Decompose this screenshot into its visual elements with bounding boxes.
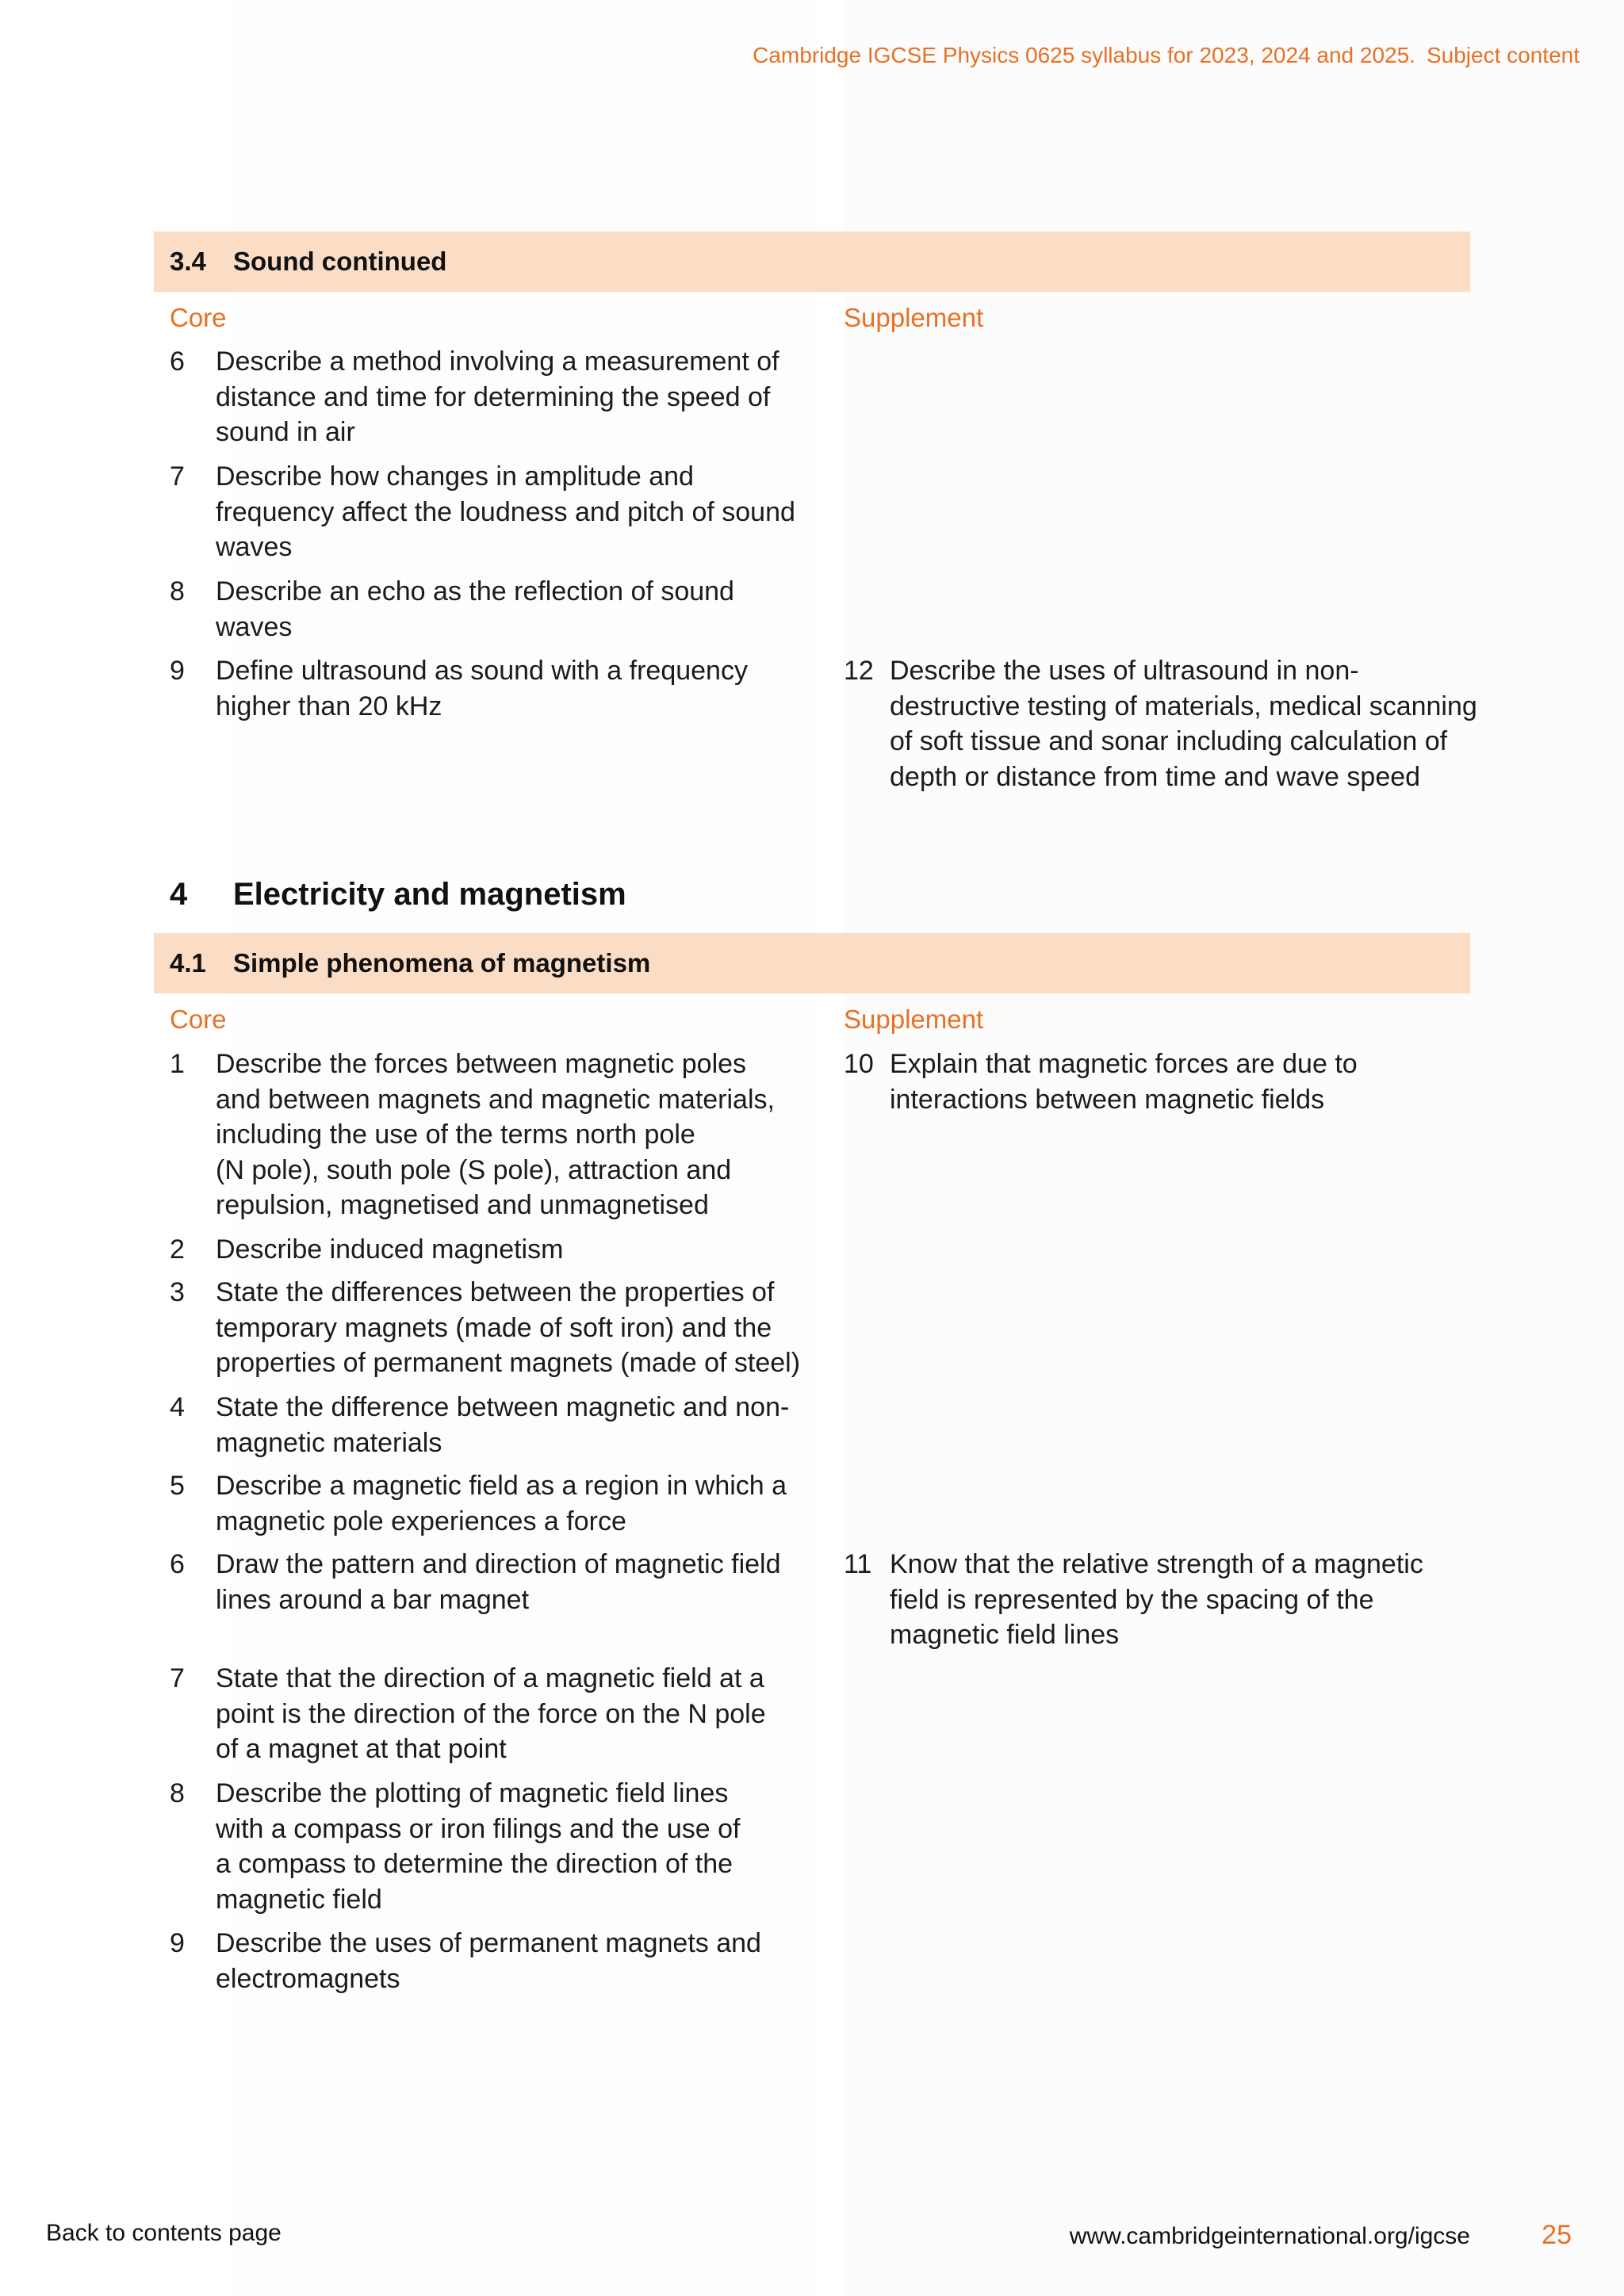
running-section: Subject content [1426, 43, 1580, 67]
objective-line: Describe the forces between magnetic poles [216, 1049, 747, 1079]
objective-line: electromagnets [216, 1963, 400, 1994]
objective-text [216, 1468, 787, 1539]
objective-number: 11 [844, 1549, 872, 1579]
supplement-column-label: Supplement [844, 303, 984, 332]
objective-text [890, 1547, 1423, 1653]
objective-line: magnetic pole experiences a force [216, 1506, 626, 1536]
objective-text [216, 653, 748, 724]
objective-line: repulsion, magnetised and unmagnetised [216, 1190, 709, 1220]
objective-line: Know that the relative strength of a magnetic [890, 1549, 1423, 1579]
objective-number: 9 [170, 1928, 185, 1958]
objective-line: Explain that magnetic forces are due to [890, 1049, 1358, 1079]
objective-text [216, 1661, 766, 1767]
objective-number: 4 [170, 1392, 185, 1422]
objective-text [216, 344, 779, 450]
objective-line: and between magnets and magnetic materials, [216, 1084, 775, 1115]
objective-line: Describe an echo as the reflection of sound [216, 576, 734, 607]
objective-number: 6 [170, 346, 185, 377]
objective-line: Draw the pattern and direction of magnetic field [216, 1549, 781, 1579]
core-column-label: Core [170, 303, 227, 332]
objective-line: frequency affect the loudness and pitch of sound [216, 496, 795, 527]
objective-number: 6 [170, 1549, 185, 1579]
section-band-3-4 [154, 232, 1470, 292]
objective-line: State the differences between the properties of [216, 1277, 775, 1307]
objective-line: Describe the plotting of magnetic field lines [216, 1778, 729, 1808]
objective-line: Describe a magnetic field as a region in which a [216, 1471, 787, 1501]
core-column-label: Core [170, 1004, 227, 1034]
section-title: Sound continued [233, 247, 447, 276]
objective-line: State that the direction of a magnetic field at a [216, 1663, 764, 1693]
objective-text [216, 1275, 800, 1381]
objective-line: of soft tissue and sonar including calculation of [890, 726, 1448, 756]
objective-text [216, 1926, 761, 1996]
objective-number: 8 [170, 576, 185, 607]
running-title: Cambridge IGCSE Physics 0625 syllabus for 2023, 2024 and 2025. [753, 43, 1415, 67]
objective-line: with a compass or iron filings and the use of [216, 1813, 741, 1844]
objective-line: interactions between magnetic fields [890, 1084, 1325, 1115]
objective-line: magnetic materials [216, 1427, 442, 1458]
objective-line: Describe the uses of permanent magnets and [216, 1928, 761, 1958]
objective-text [216, 1776, 740, 1917]
objective-text [216, 1232, 563, 1268]
objective-line: distance and time for determining the speed of [216, 381, 771, 412]
objective-line: a compass to determine the direction of the [216, 1849, 733, 1879]
objective-line: depth or distance from time and wave speed [890, 761, 1421, 792]
objective-line: waves [216, 532, 293, 562]
page-number: 25 [1542, 2220, 1572, 2250]
section-number: 4.1 [170, 948, 206, 978]
objective-line: properties of permanent magnets (made of steel) [216, 1348, 801, 1378]
section-number: 3.4 [170, 247, 206, 276]
objective-line: Describe induced magnetism [216, 1234, 564, 1265]
objective-line: magnetic field [216, 1884, 382, 1915]
objective-line: of a magnet at that point [216, 1734, 507, 1764]
objective-line: higher than 20 kHz [216, 691, 442, 721]
objective-line: Describe the uses of ultrasound in non- [890, 656, 1359, 686]
chapter-title: Electricity and magnetism [233, 877, 626, 912]
running-header [753, 43, 1580, 68]
objective-line: waves [216, 611, 293, 642]
objective-line: destructive testing of materials, medical scanning [890, 691, 1477, 721]
objective-line: point is the direction of the force on the N pole [216, 1698, 766, 1729]
objective-line: sound in air [216, 417, 355, 447]
objective-number: 7 [170, 461, 185, 492]
objective-text [890, 653, 1477, 794]
objective-number: 10 [844, 1049, 874, 1079]
objective-text [216, 1547, 781, 1617]
chapter-number: 4 [170, 877, 188, 912]
objective-number: 8 [170, 1778, 185, 1808]
section-band-4-1 [154, 933, 1470, 993]
objective-line: State the difference between magnetic and non- [216, 1392, 790, 1422]
objective-text [216, 1390, 789, 1460]
objective-number: 9 [170, 656, 185, 686]
objective-number: 3 [170, 1277, 185, 1307]
background-strip [844, 0, 1624, 2296]
objective-text [890, 1047, 1358, 1117]
objective-number: 2 [170, 1234, 185, 1265]
supplement-column-label: Supplement [844, 1004, 984, 1034]
objective-line: Define ultrasound as sound with a frequency [216, 656, 748, 686]
objective-number: 12 [844, 656, 874, 686]
section-title: Simple phenomena of magnetism [233, 948, 651, 978]
objective-line: magnetic field lines [890, 1620, 1120, 1650]
objective-line: including the use of the terms north pole [216, 1119, 695, 1150]
objective-line: Describe a method involving a measurement of [216, 346, 779, 377]
objective-line: (N pole), south pole (S pole), attraction and [216, 1154, 732, 1185]
objective-line: temporary magnets (made of soft iron) and the [216, 1312, 772, 1343]
objective-number: 1 [170, 1049, 185, 1079]
objective-line: lines around a bar magnet [216, 1584, 530, 1615]
objective-line: field is represented by the spacing of the [890, 1584, 1374, 1615]
chapter-heading [170, 877, 626, 913]
back-to-contents-link[interactable]: Back to contents page [46, 2220, 282, 2246]
objective-text [216, 459, 795, 565]
objective-number: 7 [170, 1663, 185, 1693]
objective-line: Describe how changes in amplitude and [216, 461, 694, 492]
objective-text [216, 1047, 775, 1223]
objective-text [216, 574, 734, 645]
objective-number: 5 [170, 1471, 185, 1501]
website-link[interactable]: www.cambridgeinternational.org/igcse [1069, 2223, 1470, 2249]
